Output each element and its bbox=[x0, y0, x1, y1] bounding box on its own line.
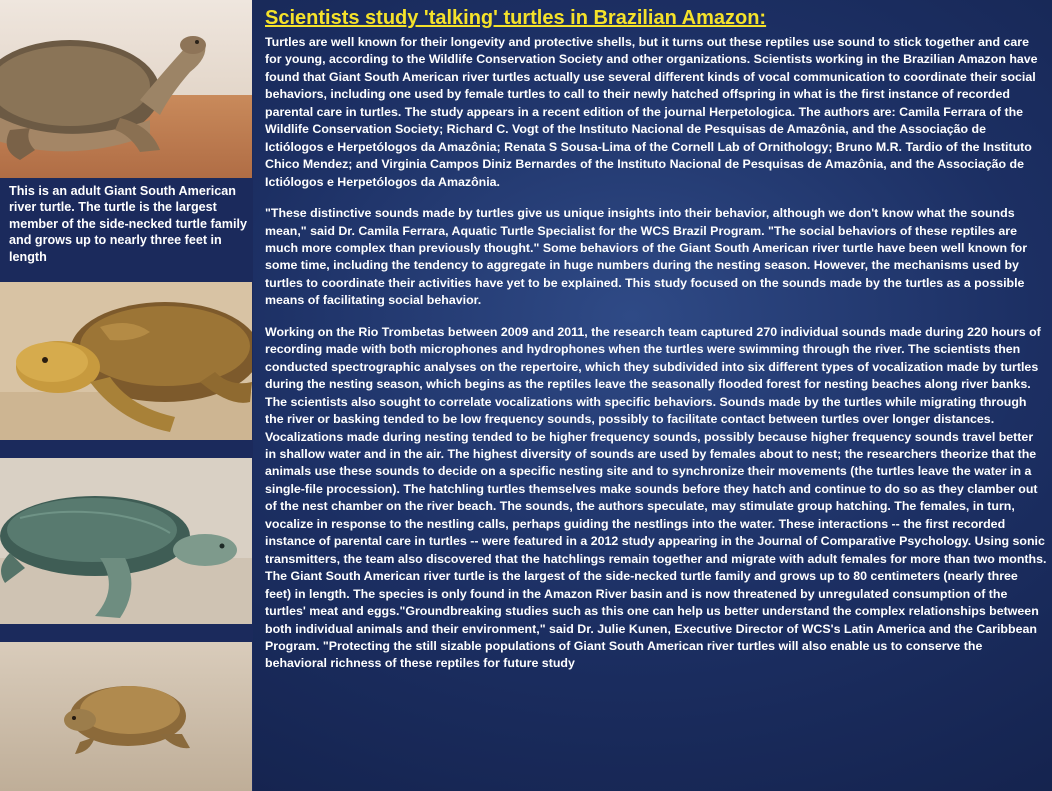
article-paragraph-1: Turtles are well known for their longevity and protective shells, but it turns out these reptiles use sound to stick together and care for young, according to the Wildlife Conservation Society and other organizations. Scientists working in the Brazilian Amazon have found that Giant South American river turtles actually use several different kinds of vocal communication to coordinate their social behaviors, including one used by female turtles to call to their newly hatched offspring in what is the first instance of recorded parental care in turtles. The study appears in a recent edition of the journal Herpetologica. The authors are: Camila Ferrara of the Wildlife Conservation Society; Richard C. Vogt of the Instituto Nacional de Pesquisas de Amazônia, and the Associação de Ictiólogos e Herpetólogos da Amazônia; Renata S Sousa-Lima of the Cornell Lab of Ornithology; Bruno M.R. Tardio of the Instituto Chico Mendez; and Virginia Campos Diniz Bernardes of the Instituto Nacional de Pesquisas de Amazônia, and the Associação de Ictiólogos e Herpetólogos da Amazônia. bbox=[265, 35, 1038, 189]
photo-column bbox=[0, 0, 253, 791]
turtle-photo-crawling bbox=[0, 458, 252, 624]
hatchling-turtle-photo bbox=[0, 642, 252, 791]
photo-caption: This is an adult Giant South American river turtle. The turtle is the largest member of the side-necked turtle family and grows up to nearly three feet in length bbox=[9, 184, 247, 264]
article-paragraph-2: "These distinctive sounds made by turtles give us unique insights into their behavior, although we don't know what the sounds mean," said Dr. Camila Ferrara, Aquatic Turtle Specialist for the WCS Brazil Program. "The social behaviors of these reptiles are much more complex than previously thought." Some behaviors of the Giant South American river turtle have been well known for some time, including the tendency to aggregate in huge numbers during the nesting season. However, the mechanisms used by turtles to coordinate their activities have yet to be explained. This study focused on the sounds made by the turtles as a possible means of facilitating social behavior. bbox=[265, 206, 1028, 308]
turtle-photo-on-sand bbox=[0, 282, 252, 440]
turtle-photo-head-raised bbox=[0, 0, 252, 178]
article-paragraph-3: Working on the Rio Trombetas between 2009 and 2011, the research team captured 270 individual sounds made during 220 hours of recording made with both microphones and hydrophones when the turtles were swimming through the river. The scientists then conducted spectrographic analyses on the repertoire, which they subdivided into six different types of vocalization made by turtles during the nesting season, which begins as the reptiles leave the seasonally flooded forest for nesting beaches along river banks. The scientists also sought to correlate vocalizations with specific behaviors. Sounds made by the turtles while migrating through the river or basking tended to be low frequency sounds, possibly to facilitate contact between turtles over longer distances. Vocalizations made during nesting tended to be higher frequency sounds, possibly because higher frequency sounds travel better in shallow water and in the air. The highest diversity of sounds are used by females about to nest; the researchers theorize that the animals use these sounds to decide on a specific nesting site and to synchronize their movements (the turtles leave the water in a single-file procession). The hatchling turtles themselves make sounds before they hatch and continue to do so as they clamber out of the nest chamber on the river beach. The sounds, the authors speculate, may stimulate group hatching. The females, in turn, vocalize in response to the nestling calls, perhaps guiding the nestlings into the water. These interactions -- the first recorded instance of parental care in turtles -- were featured in a 2012 study appearing in the Journal of Comparative Psychology. Using sonic transmitters, the team also discovered that the hatchlings remain together and migrate with adult females for more than two months. The Giant South American river turtle is the largest of the side-necked turtle family and grows up to 80 centimeters (nearly three feet) in length. The species is only found in the Amazon River basin and is now threatened by unregulated consumption of the turtles' meat and eggs."Groundbreaking studies such as this one can help us better understand the complex relationships between both individual animals and their environment," said Dr. Julie Kunen, Executive Director of WCS's Latin America and the Caribbean Program. "Protecting the still sizable populations of Giant South American river turtles will also enable us to conserve the behavioral richness of these reptiles for future study bbox=[265, 324, 1047, 671]
article bbox=[265, 6, 1047, 673]
article-title: Scientists study 'talking' turtles in Brazilian Amazon: bbox=[265, 7, 767, 29]
